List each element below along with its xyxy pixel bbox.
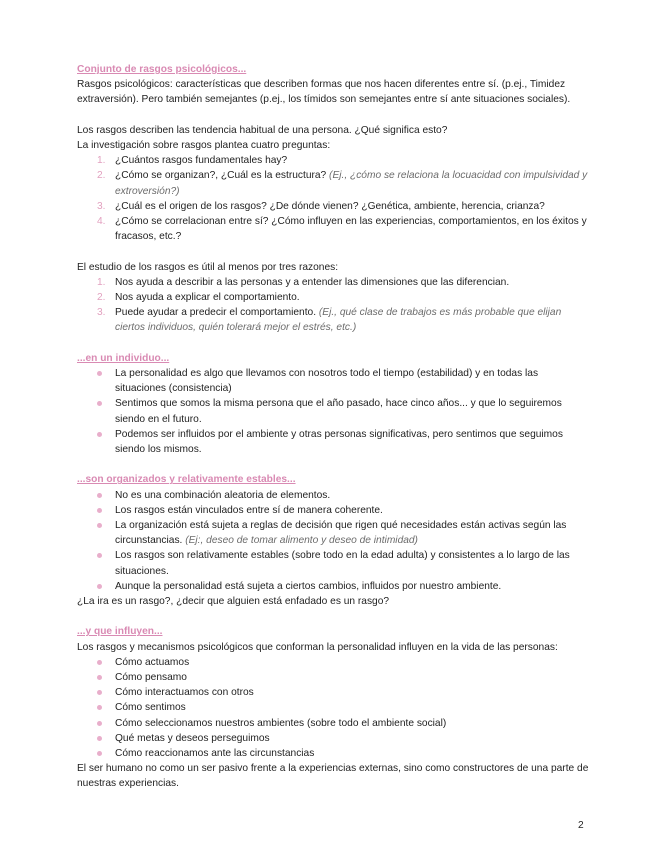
list-item: Cómo sentimos [77, 700, 589, 715]
list-item: Cómo reaccionamos ante las circunstancias [77, 746, 589, 761]
bullet-icon [97, 736, 102, 741]
reasons-list [77, 275, 589, 336]
bullet-icon [97, 690, 102, 695]
list-item: Los rasgos son relativamente estables (sobre todo en la edad adulta) y consistentes a lo largo de las situaciones. [77, 548, 589, 578]
list-item: Cómo seleccionamos nuestros ambientes (sobre todo el ambiente social) [77, 716, 589, 731]
list-item: 3. Puede ayudar a predecir el comportamiento. (Ej., qué clase de trabajos es más probable que elijan ciertos individuos, quién tolerará mejor el estrés, etc.) [97, 307, 562, 334]
paragraph-influyen-intro: Los rasgos y mecanismos psicológicos que conforman la personalidad influyen en la vida de las personas: [77, 641, 558, 653]
document-content [77, 62, 589, 792]
bullet-icon [97, 371, 102, 376]
list-item: Cómo pensamo [77, 670, 589, 685]
paragraph-ira: ¿La ira es un rasgo?, ¿decir que alguien está enfadado es un rasgo? [77, 596, 390, 608]
bullet-icon [97, 401, 102, 406]
bullet-icon [97, 508, 102, 513]
bullet-icon [97, 660, 102, 665]
list-item: 3. ¿Cuál es el origen de los rasgos? ¿De dónde vienen? ¿Genética, ambiente, herencia, crianza? [97, 200, 545, 212]
list-item: Aunque la personalidad está sujeta a ciertos cambios, influidos por nuestro ambiente. [77, 579, 589, 594]
bullet-icon [97, 584, 102, 589]
influyen-list [77, 655, 589, 761]
list-item: Qué metas y deseos perseguimos [77, 731, 589, 746]
paragraph-estudio: El estudio de los rasgos es útil al menos por tres razones: [77, 261, 339, 273]
section-heading-influyen: ...y que influyen... [77, 626, 163, 638]
organizados-list [77, 488, 589, 594]
section-heading-rasgos: Conjunto de rasgos psicológicos... [77, 64, 247, 75]
questions-list [77, 153, 589, 244]
list-item: Los rasgos están vinculados entre sí de manera coherente. [77, 503, 589, 518]
list-item: La personalidad es algo que llevamos con nosotros todo el tiempo (estabilidad) y en todas las situaciones (consistencia) [77, 366, 589, 396]
bullet-icon [97, 751, 102, 756]
paragraph-investigacion: La investigación sobre rasgos plantea cuatro preguntas: [77, 140, 331, 151]
section-heading-organizados: ...son organizados y relativamente estables... [77, 474, 296, 486]
list-item: 2. Nos ayuda a explicar el comportamiento. [97, 292, 300, 304]
list-item: No es una combinación aleatoria de elementos. [77, 488, 589, 503]
paragraph-ser-humano: El ser humano no como un ser pasivo frente a la experiencias externas, sino como constructores de una parte de nuestras experiencias. [77, 763, 589, 790]
list-item: 1. ¿Cuántos rasgos fundamentales hay? [97, 155, 288, 167]
section-heading-individuo: ...en un individuo... [77, 352, 170, 364]
individuo-list [77, 366, 589, 457]
paragraph-rasgos-intro: Rasgos psicológicos: características que describen formas que nos hacen diferentes entre sí. (p.ej., Timidez extraversión). Pero también semejantes (p.ej., los tímidos son semejantes entre sí ante situaciones sociales). [77, 79, 571, 106]
list-item: Cómo interactuamos con otros [77, 685, 589, 700]
bullet-icon [97, 493, 102, 498]
bullet-icon [97, 432, 102, 437]
bullet-icon [97, 721, 102, 726]
list-item: Cómo actuamos [77, 655, 589, 670]
bullet-icon [97, 523, 102, 528]
list-item: Podemos ser influidos por el ambiente y otras personas significativas, pero sentimos que seguimos siendo los mismos. [77, 427, 589, 457]
bullet-icon [97, 705, 102, 710]
bullet-icon [97, 553, 102, 558]
list-item: 2. ¿Cómo se organizan?, ¿Cuál es la estructura? (Ej., ¿cómo se relaciona la locuacidad con impulsividad y extroversión?) [97, 170, 588, 197]
list-item: La organización está sujeta a reglas de decisión que rigen qué necesidades están activas según las circunstancias. (Ej:, deseo de tomar alimento y deseo de intimidad) [77, 518, 589, 548]
list-item: 4. ¿Cómo se correlacionan entre sí? ¿Cómo influyen en las experiencias, comportamientos, en los éxitos y fracasos, etc.? [97, 216, 587, 243]
paragraph-tendencia: Los rasgos describen las tendencia habitual de una persona. ¿Qué significa esto? [77, 124, 448, 136]
list-item: Sentimos que somos la misma persona que el año pasado, hace cinco años... y que lo seguiremos siendo en el futuro. [77, 396, 589, 426]
page-number: 2 [578, 820, 584, 831]
bullet-icon [97, 675, 102, 680]
list-item: 1. Nos ayuda a describir a las personas y a entender las dimensiones que las diferencian. [97, 276, 510, 288]
